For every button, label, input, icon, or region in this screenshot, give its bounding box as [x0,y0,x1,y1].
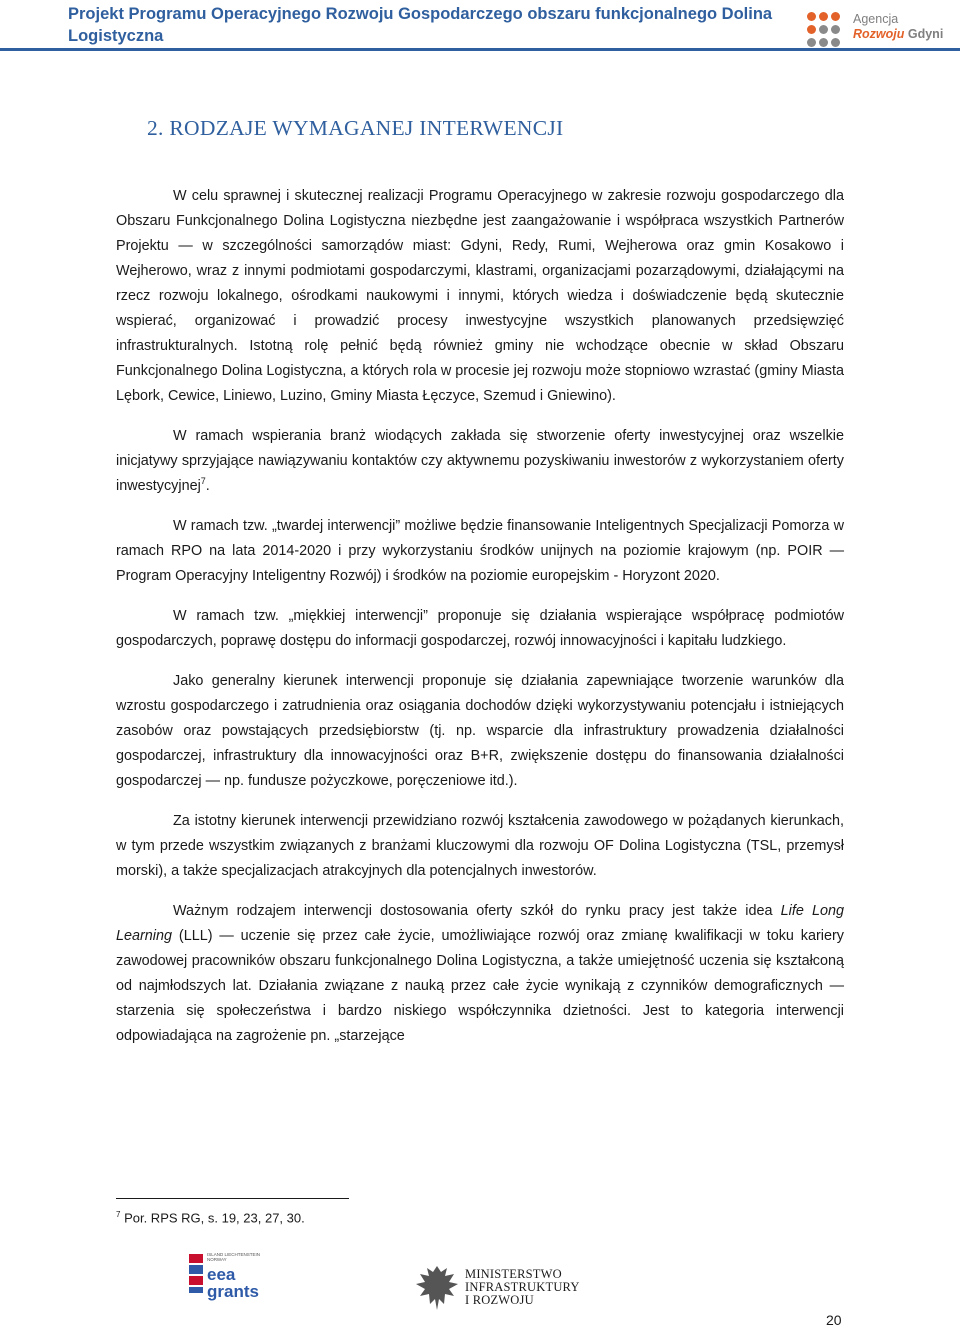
section-title: RODZAJE WYMAGANEJ INTERWENCJI [169,116,564,140]
paragraph-4: W ramach tzw. „miękkiej interwencji” proponuje się działania wspierające współpracę podmiotów gospodarczych, poprawę dostępu do informacji gospodarczej, rozwój innowacyjności i kapitału ludzkiego. [116,608,844,649]
eea-wordmark: eea grants [207,1265,259,1301]
logo-dots-icon [805,10,849,48]
logo-text [853,12,943,42]
page-header [0,0,960,50]
paragraph-7: Ważnym rodzajem interwencji dostosowania oferty szkół do rynku pracy jest także idea Life Long Learning (LLL) — uczenie się przez całe życie, umożliwiające rozwój oraz zmianę kwalifikacji w toku kariery zawodowej pracowników obszaru funkcjonalnego Dolina Logistyczna, a także umiejętność uczenia się kształconą od najmłodszych lat. Działania związane z nauką przez całe życie wynikają z czynników demograficznych — starzenia się społeczeństwa i bardzo niskiego współczynnika dzietności. Jest to kategoria interwencji odpowiadająca na zagrożenie pn. „starzejące [116,903,844,1044]
footnote-divider [116,1198,349,1199]
paragraph-6: Za istotny kierunek interwencji przewidziano rozwój kształcenia zawodowego w pożądanych kierunkach, w tym przede wszystkim związanych z branżami kluczowymi dla rozwoju OF Dolina Logistyczna (TSL, przemysł morski), a także specjalizacjach atrakcyjnych dla potencjalnych inwestorów. [116,813,844,879]
paragraph-1: W celu sprawnej i skutecznej realizacji Programu Operacyjnego w zakresie rozwoju gospodarczego dla Obszaru Funkcjonalnego Dolina Logistyczna niezbędne jest zaangażowanie i współpraca wszystkich Partnerów Projektu — w szczególności samorządów miast: Gdyni, Redy, Rumi, Wejherowa oraz gmin Kosakowo i Wejherowo, wraz z innymi podmiotami gospodarczymi, klastrami, organizacjami pozarządowymi, działającymi na rzecz rozwoju lokalnego, ośrodkami naukowymi i innymi, których wiedza i doświadczenie będą skutecznie wspierać, organizować i prowadzić procesy inwestycyjne wszystkich planowanych przedsięwzięć infrastrukturalnych. Istotną rolę pełnić będą również gminy nie wchodzące obecnie w skład Obszaru Funkcjonalnego Dolina Logistyczna, a których rola w procesie jej rozwoju może stopniowo wzrastać (gminy Miasta Lębork, Cewice, Liniewo, Luzino, Gminy Miasta Łęczyce, Szemud i Gniewino). [116,188,844,404]
ministry-name: MINISTERSTWO INFRASTRUKTURY I ROZWOJU [465,1267,580,1307]
logo-line2: Rozwoju Gdyni [853,27,944,41]
section-heading [147,116,564,141]
body-text [116,184,844,1064]
header-title: Projekt Programu Operacyjnego Rozwoju Gospodarczego obszaru funkcjonalnego Dolina Logistyczna [68,5,773,45]
eagle-emblem-icon [414,1262,460,1318]
ministry-logo [410,1262,600,1318]
section-number: 2. [147,116,164,140]
paragraph-3: W ramach tzw. „twardej interwencji” możliwe będzie finansowanie Inteligentnych Specjalizacji Pomorza w ramach RPO na lata 2014-2020 i przy wykorzystaniu środków unijnych na poziomie krajowym (np. POIR — Program Operacyjny Inteligentny Rozwój) i środków na poziomie europejskim - Horyzont 2020. [116,518,844,584]
footnote-ref[interactable]: 7 [200,476,206,487]
header-rule [0,48,960,51]
page-number: 20 [826,1312,842,1328]
eea-grants-logo [188,1250,278,1310]
paragraph-2: W ramach wspierania branż wiodących zakłada się stworzenie oferty inwestycyjnej oraz wszelkie inicjatywy sprzyjające nawiązywaniu kontaktów czy aktywnemu pozyskiwaniu inwestorów z wykorzystaniem oferty inwestycyjnej$^7$. [116,428,844,494]
agencja-rozwoju-gdyni-logo [805,6,955,46]
logo-line1: Agencja [853,12,899,26]
paragraph-5: Jako generalny kierunek interwencji proponuje się działania zapewniające tworzenie warunków dla wzrostu gospodarczego i zatrudnienia oraz osiągania dochodów dzięki wykorzystywaniu potencjału i istniejących zasobów oraz powstających przedsiębiorstw (tj. np. wsparcie dla infrastruktury prowadzenia działalności gospodarczej, infrastruktury dla innowacyjności oraz B+R, zwiększenie dostępu do finansowania działalności gospodarczej — np. fundusze pożyczkowe, poręczeniowe itd.). [116,673,844,789]
footnote: $^7$ Por. RPS RG, s. 19, 23, 27, 30. [116,1210,305,1226]
eea-countries: ISLAND LIECHTENSTEIN NORWAY [207,1252,261,1262]
eea-flag-icon [188,1254,206,1294]
